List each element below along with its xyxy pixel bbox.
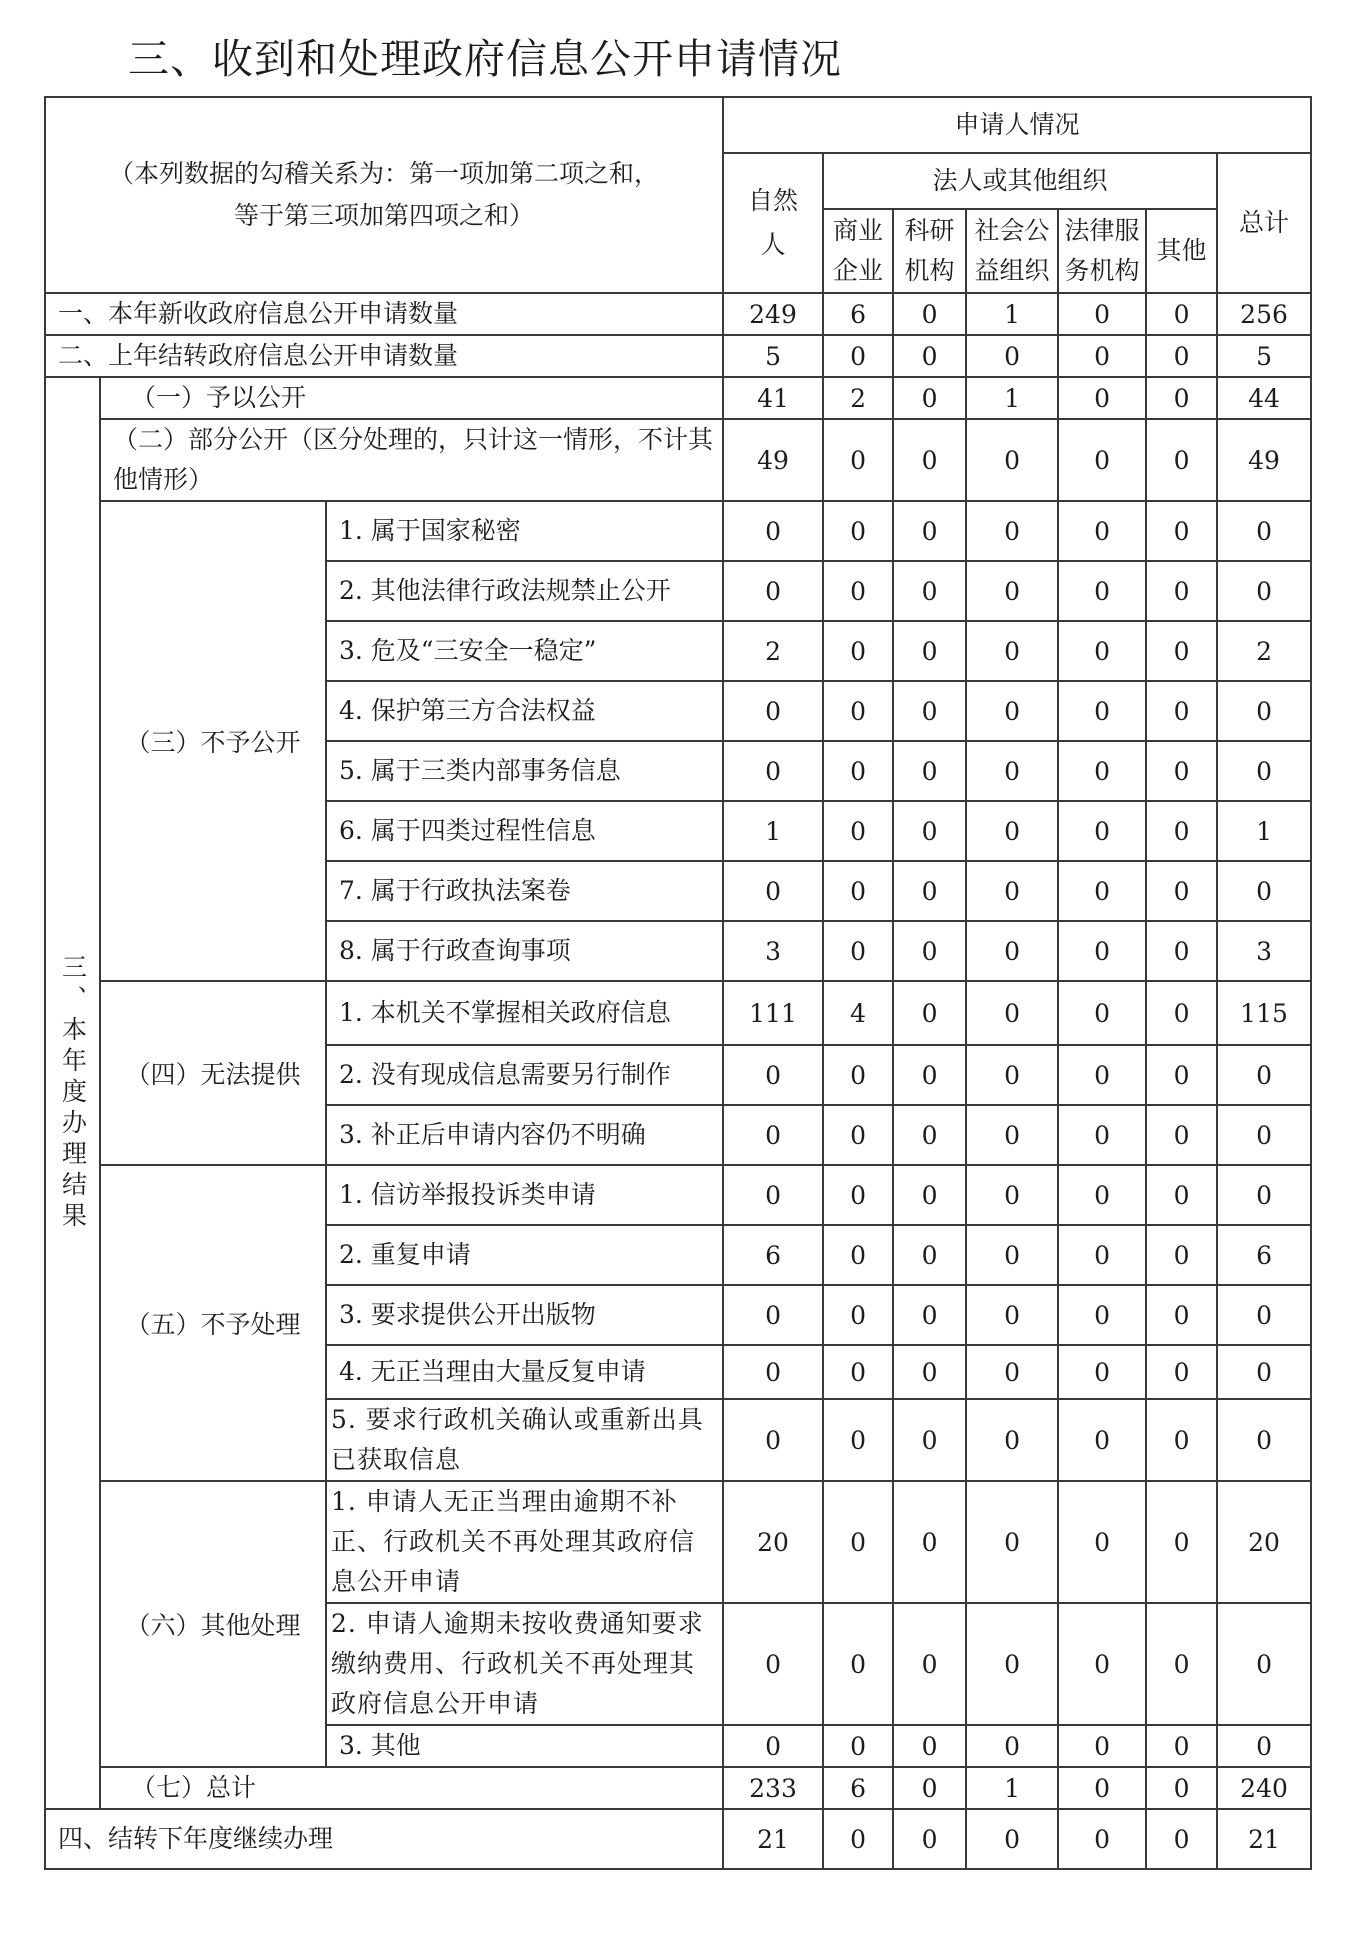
value-cell: 0 xyxy=(893,1809,966,1869)
value-cell: 0 xyxy=(893,419,966,501)
value-cell: 0 xyxy=(723,1285,823,1345)
value-cell: 0 xyxy=(823,1345,893,1399)
row-label: 1. 本机关不掌握相关政府信息 xyxy=(326,981,723,1045)
value-cell: 0 xyxy=(1146,1165,1217,1225)
value-cell: 115 xyxy=(1217,981,1311,1045)
value-cell: 4 xyxy=(823,981,893,1045)
value-cell: 0 xyxy=(966,621,1058,681)
value-cell: 0 xyxy=(1058,1399,1146,1481)
value-cell: 0 xyxy=(1146,801,1217,861)
value-cell: 0 xyxy=(823,335,893,377)
value-cell: 0 xyxy=(823,681,893,741)
value-cell: 1 xyxy=(723,801,823,861)
note-cell xyxy=(45,97,723,293)
value-cell: 3 xyxy=(1217,921,1311,981)
value-cell: 5 xyxy=(723,335,823,377)
value-cell: 0 xyxy=(966,419,1058,501)
value-cell: 0 xyxy=(1217,1399,1311,1481)
commercial-header: 商业企业 xyxy=(823,209,893,293)
legal-service-header: 法律服务机构 xyxy=(1058,209,1146,293)
value-cell: 0 xyxy=(1058,1481,1146,1603)
value-cell: 0 xyxy=(1146,501,1217,561)
research-header: 科研机构 xyxy=(893,209,966,293)
value-cell: 0 xyxy=(966,1399,1058,1481)
value-cell: 0 xyxy=(1217,561,1311,621)
row-label: 4. 保护第三方合法权益 xyxy=(326,681,723,741)
value-cell: 0 xyxy=(723,1399,823,1481)
group-not-disclosed: （三）不予公开 xyxy=(100,501,326,981)
row-label: 5. 要求行政机关确认或重新出具已获取信息 xyxy=(326,1399,723,1481)
value-cell: 0 xyxy=(1146,621,1217,681)
value-cell: 0 xyxy=(966,1603,1058,1725)
value-cell: 0 xyxy=(723,861,823,921)
value-cell: 0 xyxy=(893,681,966,741)
value-cell: 0 xyxy=(1058,1345,1146,1399)
value-cell: 5 xyxy=(1217,335,1311,377)
value-cell: 0 xyxy=(966,981,1058,1045)
value-cell: 0 xyxy=(1217,861,1311,921)
value-cell: 240 xyxy=(1217,1767,1311,1809)
value-cell: 0 xyxy=(723,1105,823,1165)
value-cell: 0 xyxy=(1217,681,1311,741)
value-cell: 0 xyxy=(966,1285,1058,1345)
value-cell: 0 xyxy=(1058,293,1146,335)
value-cell: 0 xyxy=(723,501,823,561)
table-row xyxy=(45,419,1311,501)
value-cell: 41 xyxy=(723,377,823,419)
row-label: 1. 信访举报投诉类申请 xyxy=(326,1165,723,1225)
value-cell: 0 xyxy=(893,1481,966,1603)
value-cell: 0 xyxy=(893,561,966,621)
value-cell: 6 xyxy=(823,1767,893,1809)
row-label: 3. 危及“三安全一稳定” xyxy=(326,621,723,681)
value-cell: 0 xyxy=(1146,1481,1217,1603)
value-cell: 0 xyxy=(723,741,823,801)
row-label: 1. 申请人无正当理由逾期不补正、行政机关不再处理其政府信息公开申请 xyxy=(326,1481,723,1603)
value-cell: 0 xyxy=(893,1045,966,1105)
value-cell: 0 xyxy=(823,801,893,861)
value-cell: 0 xyxy=(823,1603,893,1725)
value-cell: 0 xyxy=(966,1105,1058,1165)
value-cell: 0 xyxy=(966,561,1058,621)
value-cell: 0 xyxy=(1217,1285,1311,1345)
value-cell: 6 xyxy=(1217,1225,1311,1285)
row-label: 2. 申请人逾期未按收费通知要求缴纳费用、行政机关不再处理其政府信息公开申请 xyxy=(326,1603,723,1725)
value-cell: 0 xyxy=(1217,741,1311,801)
value-cell: 0 xyxy=(823,419,893,501)
value-cell: 0 xyxy=(1058,1225,1146,1285)
value-cell: 0 xyxy=(1217,1345,1311,1399)
value-cell: 0 xyxy=(1146,921,1217,981)
value-cell: 0 xyxy=(893,293,966,335)
value-cell: 0 xyxy=(1217,1165,1311,1225)
value-cell: 20 xyxy=(723,1481,823,1603)
statistics-table xyxy=(44,96,1312,1870)
row-label: 一、本年新收政府信息公开申请数量 xyxy=(45,293,723,335)
value-cell: 3 xyxy=(723,921,823,981)
row-label: 3. 补正后申请内容仍不明确 xyxy=(326,1105,723,1165)
value-cell: 0 xyxy=(966,1225,1058,1285)
table-row xyxy=(45,377,1311,419)
value-cell: 0 xyxy=(723,1165,823,1225)
value-cell: 0 xyxy=(1058,377,1146,419)
row-label: 5. 属于三类内部事务信息 xyxy=(326,741,723,801)
value-cell: 0 xyxy=(966,501,1058,561)
legal-entity-header: 法人或其他组织 xyxy=(823,153,1217,209)
value-cell: 49 xyxy=(723,419,823,501)
value-cell: 0 xyxy=(966,1345,1058,1399)
value-cell: 0 xyxy=(823,1225,893,1285)
value-cell: 0 xyxy=(1146,561,1217,621)
note-line-2: 等于第三项加第四项之和） xyxy=(234,201,535,230)
value-cell: 0 xyxy=(1146,861,1217,921)
value-cell: 0 xyxy=(1058,1045,1146,1105)
value-cell: 20 xyxy=(1217,1481,1311,1603)
value-cell: 0 xyxy=(1058,1725,1146,1767)
value-cell: 0 xyxy=(1146,1285,1217,1345)
value-cell: 0 xyxy=(823,1809,893,1869)
value-cell: 0 xyxy=(966,741,1058,801)
value-cell: 0 xyxy=(823,1165,893,1225)
value-cell: 21 xyxy=(723,1809,823,1869)
value-cell: 0 xyxy=(893,1225,966,1285)
value-cell: 0 xyxy=(1146,1767,1217,1809)
value-cell: 0 xyxy=(1217,501,1311,561)
row-label: 二、上年结转政府信息公开申请数量 xyxy=(45,335,723,377)
applicant-header: 申请人情况 xyxy=(723,97,1311,153)
section-3-label: 三、本年度办理结果 xyxy=(45,377,100,1809)
value-cell: 0 xyxy=(1217,1725,1311,1767)
value-cell: 1 xyxy=(966,377,1058,419)
value-cell: 0 xyxy=(893,1345,966,1399)
value-cell: 0 xyxy=(823,1105,893,1165)
value-cell: 0 xyxy=(1146,741,1217,801)
table-row xyxy=(45,335,1311,377)
value-cell: 0 xyxy=(966,1165,1058,1225)
row-label: 8. 属于行政查询事项 xyxy=(326,921,723,981)
value-cell: 233 xyxy=(723,1767,823,1809)
value-cell: 0 xyxy=(966,335,1058,377)
value-cell: 0 xyxy=(966,801,1058,861)
value-cell: 0 xyxy=(1146,1225,1217,1285)
page-title: 三、收到和处理政府信息公开申请情况 xyxy=(128,35,842,83)
value-cell: 0 xyxy=(966,921,1058,981)
value-cell: 0 xyxy=(1146,1345,1217,1399)
row-label: 2. 重复申请 xyxy=(326,1225,723,1285)
table-row xyxy=(45,501,1311,561)
value-cell: 0 xyxy=(966,1725,1058,1767)
value-cell: 0 xyxy=(893,861,966,921)
value-cell: 256 xyxy=(1217,293,1311,335)
value-cell: 0 xyxy=(893,1767,966,1809)
value-cell: 0 xyxy=(1146,419,1217,501)
row-label: 4. 无正当理由大量反复申请 xyxy=(326,1345,723,1399)
value-cell: 0 xyxy=(1058,861,1146,921)
total-header: 总计 xyxy=(1217,153,1311,293)
value-cell: 0 xyxy=(1058,921,1146,981)
value-cell: 0 xyxy=(966,1045,1058,1105)
value-cell: 0 xyxy=(1146,1603,1217,1725)
value-cell: 0 xyxy=(1058,1165,1146,1225)
value-cell: 0 xyxy=(823,1481,893,1603)
value-cell: 0 xyxy=(823,921,893,981)
value-cell: 249 xyxy=(723,293,823,335)
value-cell: 0 xyxy=(1058,621,1146,681)
value-cell: 0 xyxy=(966,681,1058,741)
value-cell: 0 xyxy=(1217,1603,1311,1725)
value-cell: 0 xyxy=(823,1045,893,1105)
value-cell: 0 xyxy=(723,561,823,621)
value-cell: 1 xyxy=(966,1767,1058,1809)
value-cell: 0 xyxy=(1058,1767,1146,1809)
value-cell: 0 xyxy=(1146,335,1217,377)
value-cell: 0 xyxy=(966,861,1058,921)
value-cell: 0 xyxy=(893,801,966,861)
note-line-1: （本列数据的勾稽关系为：第一项加第二项之和， xyxy=(109,159,660,188)
value-cell: 0 xyxy=(1058,801,1146,861)
value-cell: 0 xyxy=(1058,1603,1146,1725)
row-label: 6. 属于四类过程性信息 xyxy=(326,801,723,861)
value-cell: 0 xyxy=(893,501,966,561)
natural-person-header: 自然人 xyxy=(723,153,823,293)
value-cell: 0 xyxy=(723,1603,823,1725)
value-cell: 44 xyxy=(1217,377,1311,419)
row-label: 7. 属于行政执法案卷 xyxy=(326,861,723,921)
value-cell: 0 xyxy=(966,1809,1058,1869)
value-cell: 0 xyxy=(823,561,893,621)
value-cell: 0 xyxy=(1058,981,1146,1045)
row-label: （二）部分公开（区分处理的，只计这一情形，不计其他情形） xyxy=(100,419,723,501)
other-header: 其他 xyxy=(1146,209,1217,293)
value-cell: 0 xyxy=(966,1481,1058,1603)
table-row xyxy=(45,981,1311,1045)
value-cell: 0 xyxy=(893,1399,966,1481)
value-cell: 0 xyxy=(893,377,966,419)
value-cell: 0 xyxy=(893,1285,966,1345)
value-cell: 0 xyxy=(723,1045,823,1105)
value-cell: 0 xyxy=(893,1603,966,1725)
value-cell: 0 xyxy=(1058,1105,1146,1165)
value-cell: 0 xyxy=(1058,1285,1146,1345)
value-cell: 0 xyxy=(1146,1399,1217,1481)
table-row xyxy=(45,1809,1311,1869)
value-cell: 49 xyxy=(1217,419,1311,501)
value-cell: 0 xyxy=(893,335,966,377)
value-cell: 21 xyxy=(1217,1809,1311,1869)
value-cell: 0 xyxy=(893,981,966,1045)
value-cell: 0 xyxy=(1146,1809,1217,1869)
value-cell: 0 xyxy=(723,1725,823,1767)
group-not-processed: （五）不予处理 xyxy=(100,1165,326,1481)
value-cell: 0 xyxy=(823,1399,893,1481)
value-cell: 0 xyxy=(1058,681,1146,741)
row-label: 3. 其他 xyxy=(326,1725,723,1767)
value-cell: 0 xyxy=(1058,741,1146,801)
row-label: 1. 属于国家秘密 xyxy=(326,501,723,561)
value-cell: 0 xyxy=(893,1165,966,1225)
value-cell: 0 xyxy=(893,1105,966,1165)
value-cell: 0 xyxy=(893,1725,966,1767)
value-cell: 0 xyxy=(1146,293,1217,335)
value-cell: 1 xyxy=(966,293,1058,335)
value-cell: 0 xyxy=(1146,1725,1217,1767)
value-cell: 0 xyxy=(1217,1105,1311,1165)
value-cell: 0 xyxy=(823,861,893,921)
value-cell: 0 xyxy=(823,1725,893,1767)
value-cell: 1 xyxy=(1217,801,1311,861)
value-cell: 0 xyxy=(823,621,893,681)
row-label: （一）予以公开 xyxy=(100,377,723,419)
value-cell: 2 xyxy=(823,377,893,419)
value-cell: 0 xyxy=(1146,681,1217,741)
group-unable-to-provide: （四）无法提供 xyxy=(100,981,326,1165)
value-cell: 0 xyxy=(1146,1045,1217,1105)
value-cell: 6 xyxy=(723,1225,823,1285)
value-cell: 111 xyxy=(723,981,823,1045)
value-cell: 0 xyxy=(893,621,966,681)
row-label: 四、结转下年度继续办理 xyxy=(45,1809,723,1869)
value-cell: 0 xyxy=(1146,377,1217,419)
row-label: （七）总计 xyxy=(100,1767,723,1809)
value-cell: 0 xyxy=(723,681,823,741)
value-cell: 0 xyxy=(1058,501,1146,561)
value-cell: 0 xyxy=(1058,561,1146,621)
value-cell: 0 xyxy=(723,1345,823,1399)
value-cell: 0 xyxy=(823,1285,893,1345)
value-cell: 0 xyxy=(823,501,893,561)
row-label: 2. 其他法律行政法规禁止公开 xyxy=(326,561,723,621)
table-row xyxy=(45,1165,1311,1225)
value-cell: 6 xyxy=(823,293,893,335)
value-cell: 0 xyxy=(893,921,966,981)
value-cell: 0 xyxy=(1058,1809,1146,1869)
table-row xyxy=(45,1481,1311,1603)
table-row xyxy=(45,1767,1311,1809)
value-cell: 2 xyxy=(723,621,823,681)
value-cell: 0 xyxy=(1146,981,1217,1045)
value-cell: 0 xyxy=(893,741,966,801)
value-cell: 0 xyxy=(1058,419,1146,501)
value-cell: 0 xyxy=(1146,1105,1217,1165)
group-other-processing: （六）其他处理 xyxy=(100,1481,326,1767)
row-label: 2. 没有现成信息需要另行制作 xyxy=(326,1045,723,1105)
public-welfare-header: 社会公益组织 xyxy=(966,209,1058,293)
value-cell: 2 xyxy=(1217,621,1311,681)
row-label: 3. 要求提供公开出版物 xyxy=(326,1285,723,1345)
value-cell: 0 xyxy=(1217,1045,1311,1105)
value-cell: 0 xyxy=(823,741,893,801)
value-cell: 0 xyxy=(1058,335,1146,377)
table-row xyxy=(45,293,1311,335)
